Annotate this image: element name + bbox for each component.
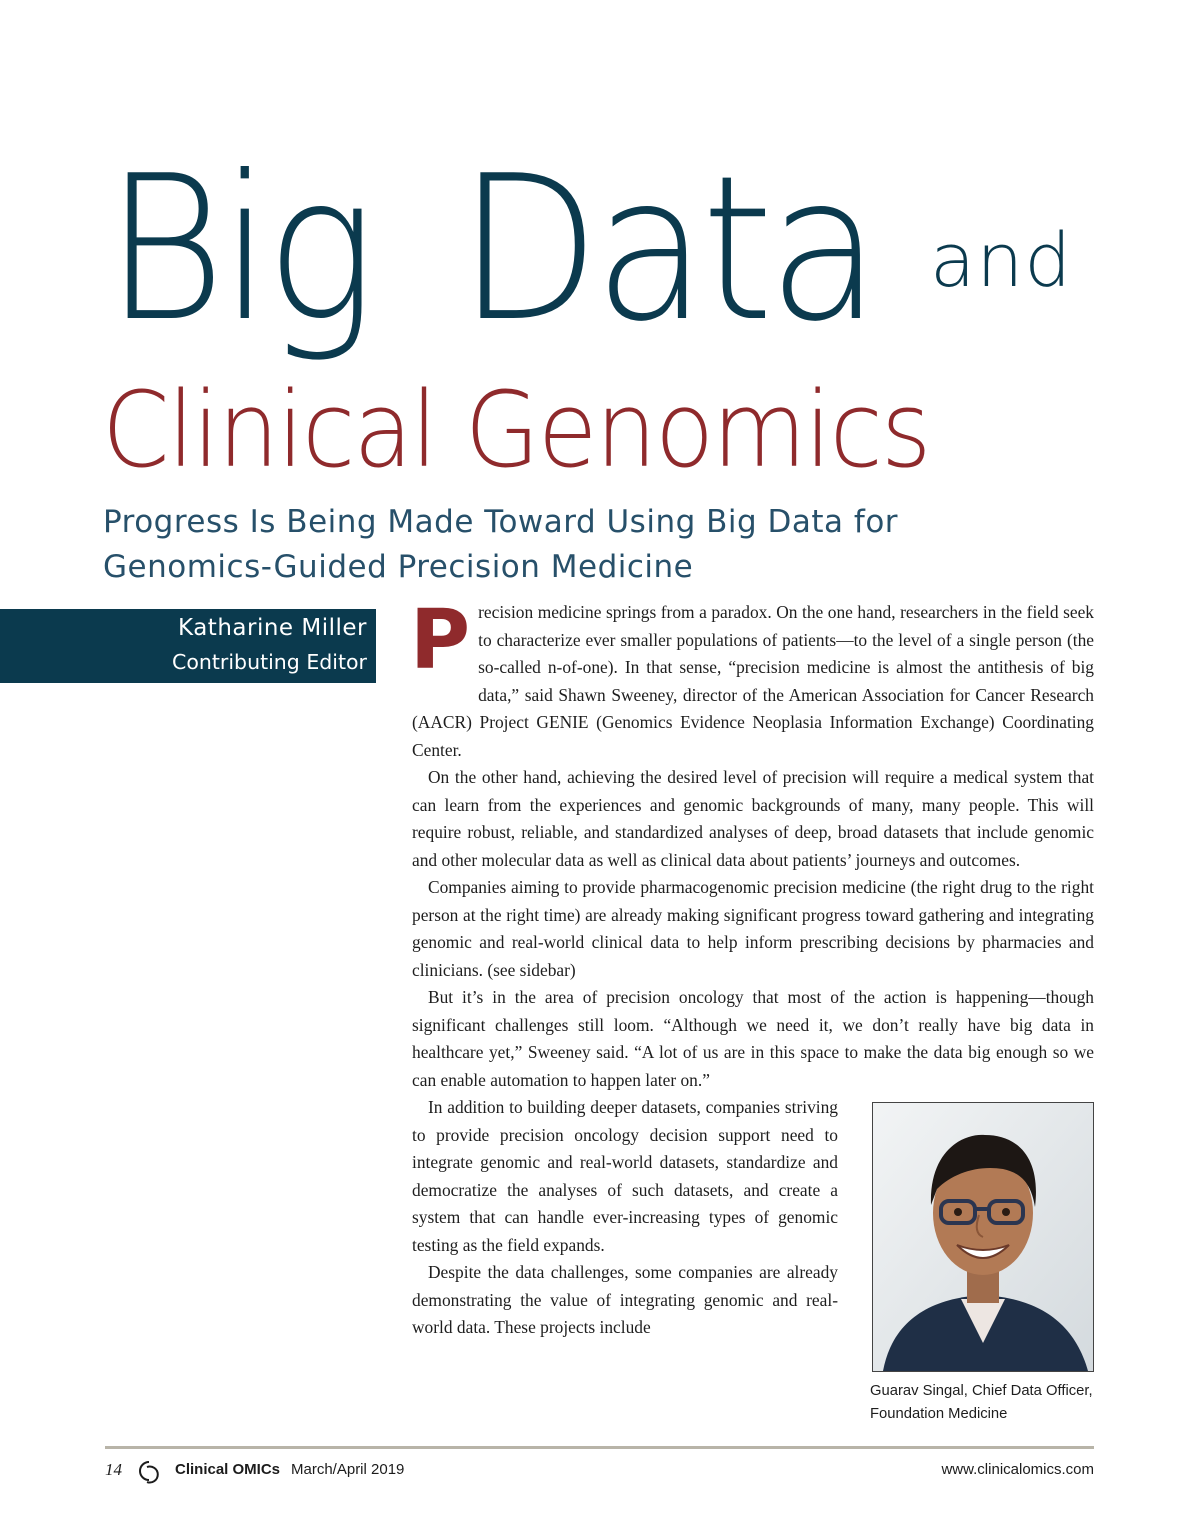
publication-url[interactable]: www.clinicalomics.com — [941, 1461, 1094, 1478]
paragraph-text: But it’s in the area of precision oncology that most of the action is happening—though significant challenges still loom. “Although we need it, we don’t really have big data in healthcare yet,” Sweeney said. “A lot of us are in this space to make the data big enough so we can enable automation to happen later on.” — [412, 987, 1094, 1090]
paragraph-text: recision medicine springs from a paradox. On the one hand, researchers in the field seek to characterize ever smaller populations of patients—to the level of a single person (the so-called n-of-one). In that sense, “precision medicine is almost the antithesis of big data,” said Shawn Sweeney, director of the American Association for Cancer Research (AACR) Project GENIE (Genomics Evidence Neoplasia Information Exchange) Coordinating Center. — [412, 602, 1094, 760]
drop-cap: P — [410, 593, 471, 688]
byline-box — [0, 609, 376, 683]
photo-caption: Guarav Singal, Chief Data Officer, Foundation Medicine — [870, 1383, 1093, 1422]
article-paragraph — [412, 984, 1094, 1094]
article-subtitle: Progress Is Being Made Toward Using Big Data for Genomics-Guided Precision Medicine — [103, 504, 899, 585]
page-number: 14 — [105, 1460, 122, 1479]
article-paragraph: Companies aiming to provide pharmacogenomic precision medicine (the right drug to the right person at the right time) are already making significant progress toward gathering and integrating genomic and real-world clinical data to help inform prescribing decisions by pharmacies and clinicians. (see sidebar) — [412, 877, 1094, 980]
title-word-big: Big — [105, 133, 371, 366]
title-line-2: Clinical Genomics — [102, 369, 930, 491]
title-line-1 — [105, 133, 911, 366]
article-paragraph: Despite the data challenges, some companies are already demonstrating the value of integrating genomic and real-world data. These projects include — [412, 1262, 838, 1337]
article-paragraph — [410, 593, 1094, 764]
footer-rule — [105, 1446, 1094, 1449]
author-role: Contributing Editor — [172, 650, 367, 674]
title-word-and: and — [930, 218, 1073, 304]
clinical-omics-logo-icon — [135, 1458, 167, 1484]
portrait-illustration — [873, 1103, 1093, 1371]
article-paragraph: On the other hand, achieving the desired level of precision will require a medical system that can learn from the experiences and genomic backgrounds of many, many people. This will require robust, reliable, and standardized analyses of deep, broad datasets that include genomic and other molecular data as well as clinical data about patients’ journeys and outcomes. — [412, 767, 1094, 870]
article-paragraph: In addition to building deeper datasets, companies striving to provide precision oncology decision support need to integrate genomic and real-world datasets, standardize and democratize the analyses of such datasets, and create a system that can handle ever-increasing types of genomic testing as the field expands. — [412, 1094, 1094, 1259]
issue-date: March/April 2019 — [291, 1461, 405, 1478]
publication-name: Clinical OMICs — [175, 1461, 281, 1478]
title-word-data: Data — [457, 133, 875, 366]
author-name: Katharine Miller — [178, 615, 367, 641]
portrait-photo — [872, 1102, 1094, 1372]
page-footer — [105, 1458, 1094, 1484]
